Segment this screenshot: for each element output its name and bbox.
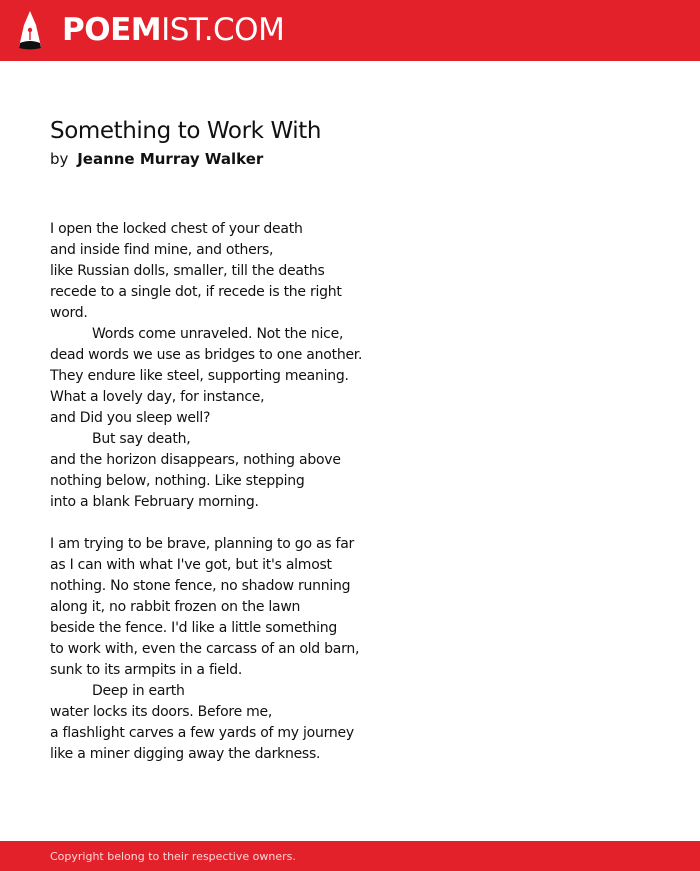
poem-line: water locks its doors. Before me,	[50, 704, 273, 720]
poem-line: and the horizon disappears, nothing above	[50, 452, 341, 468]
poem-line: I open the locked chest of your death	[50, 221, 303, 237]
poem-line: like a miner digging away the darkness.	[50, 746, 321, 762]
brand-light: IST.COM	[161, 12, 285, 48]
poem-line: and Did you sleep well?	[50, 410, 211, 426]
site-footer	[0, 841, 700, 871]
author-name: Jeanne Murray Walker	[77, 150, 264, 168]
brand-bold: POEM	[62, 12, 162, 48]
poem-line: Deep in earth	[92, 683, 185, 699]
poem-line: a flashlight carves a few yards of my journey	[50, 725, 354, 741]
poem-line: and inside find mine, and others,	[50, 242, 274, 258]
poem-line: as I can with what I've got, but it's almost	[50, 557, 332, 573]
poem-line: beside the fence. I'd like a little something	[50, 620, 338, 636]
poem-title: Something to Work With	[50, 118, 322, 144]
poem-line: like Russian dolls, smaller, till the deaths	[50, 263, 325, 279]
poem-line: What a lovely day, for instance,	[50, 389, 265, 405]
poem-line: nothing. No stone fence, no shadow running	[50, 578, 351, 594]
stanza-break	[50, 513, 362, 534]
byline	[50, 149, 263, 169]
poem-line: recede to a single dot, if recede is the right	[50, 284, 342, 300]
poem-line: They endure like steel, supporting meaning.	[50, 368, 349, 384]
by-label: by	[50, 150, 69, 168]
poem-line: along it, no rabbit frozen on the lawn	[50, 599, 301, 615]
poem-line: Words come unraveled. Not the nice,	[92, 326, 344, 342]
site-header	[0, 0, 700, 61]
poem-line: sunk to its armpits in a field.	[50, 662, 243, 678]
poem-line: But say death,	[92, 431, 191, 447]
poem-line: into a blank February morning.	[50, 494, 259, 510]
pen-nib-icon[interactable]	[18, 10, 42, 51]
poem-line: to work with, even the carcass of an old barn,	[50, 641, 360, 657]
poem-body	[50, 219, 362, 765]
poem-line: nothing below, nothing. Like stepping	[50, 473, 305, 489]
poem-line: dead words we use as bridges to one another.	[50, 347, 363, 363]
poem-line: word.	[50, 305, 88, 321]
copyright-text: Copyright belong to their respective owners.	[50, 850, 296, 863]
poem-line: I am trying to be brave, planning to go as far	[50, 536, 355, 552]
site-logo[interactable]	[62, 11, 284, 49]
